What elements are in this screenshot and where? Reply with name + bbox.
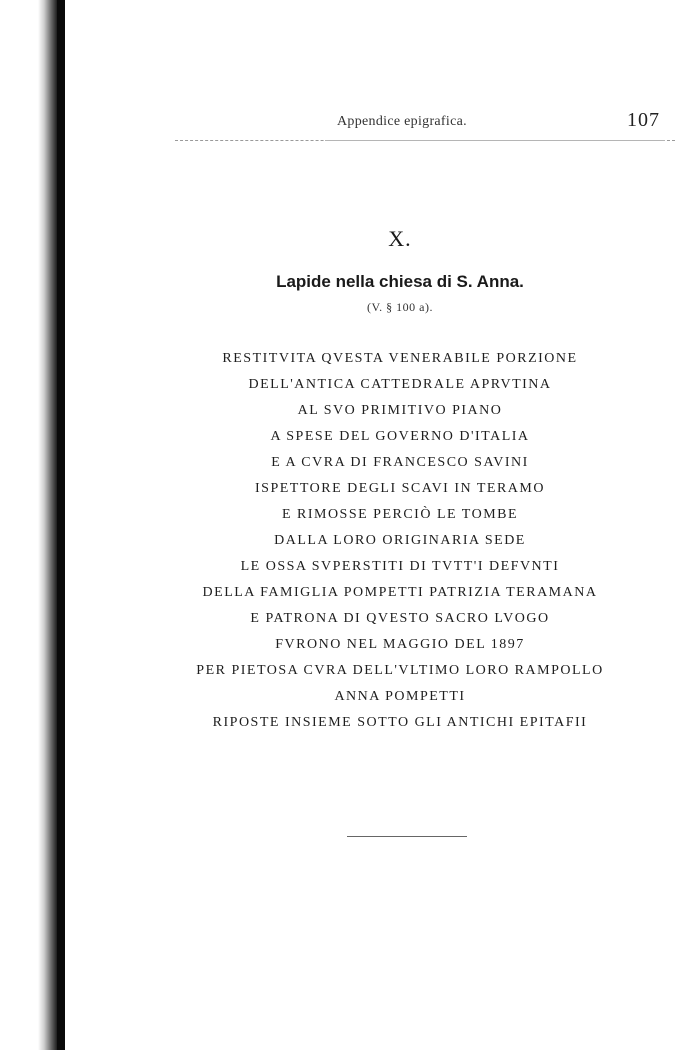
inscription-line: LE OSSA SVPERSTITI DI TVTT'I DEFVNTI bbox=[240, 559, 560, 574]
inscription-line: RESTITVITA QVESTA VENERABILE PORZIONE bbox=[222, 351, 578, 366]
inscription-line: PER PIETOSA CVRA DELL'VLTIMO LORO RAMPOLLO bbox=[196, 663, 604, 678]
inscription-line: E PATRONA DI QVESTO SACRO LVOGO bbox=[250, 611, 550, 626]
end-rule bbox=[347, 836, 467, 837]
section-reference: (V. § 100 a). bbox=[367, 300, 433, 314]
inscription-line: DALLA LORO ORIGINARIA SEDE bbox=[274, 533, 526, 548]
inscription-line: A SPESE DEL GOVERNO D'ITALIA bbox=[270, 429, 530, 444]
inscription-line: DELL'ANTICA CATTEDRALE APRVTINA bbox=[248, 377, 552, 392]
book-page bbox=[65, 0, 700, 1050]
section-title: Lapide nella chiesa di S. Anna. bbox=[276, 272, 524, 291]
inscription-line: AL SVO PRIMITIVO PIANO bbox=[297, 403, 503, 418]
inscription-line: FVRONO NEL MAGGIO DEL 1897 bbox=[275, 637, 525, 652]
running-head: Appendice epigrafica. bbox=[337, 114, 467, 129]
section-number: X. bbox=[388, 226, 412, 251]
inscription-line: DELLA FAMIGLIA POMPETTI PATRIZIA TERAMANA bbox=[202, 585, 598, 600]
inscription-text bbox=[65, 346, 700, 736]
page-number: 107 bbox=[627, 109, 660, 131]
inscription-line: ANNA POMPETTI bbox=[334, 689, 466, 704]
book-spine-edge bbox=[57, 0, 65, 1050]
inscription-line: RIPOSTE INSIEME SOTTO GLI ANTICHI EPITAFII bbox=[212, 715, 588, 730]
inscription-line: E A CVRA DI FRANCESCO SAVINI bbox=[271, 455, 529, 470]
inscription-line: E RIMOSSE PERCIÒ LE TOMBE bbox=[281, 507, 519, 522]
inscription-line: ISPETTORE DEGLI SCAVI IN TERAMO bbox=[255, 481, 545, 496]
header-rule bbox=[325, 140, 665, 141]
